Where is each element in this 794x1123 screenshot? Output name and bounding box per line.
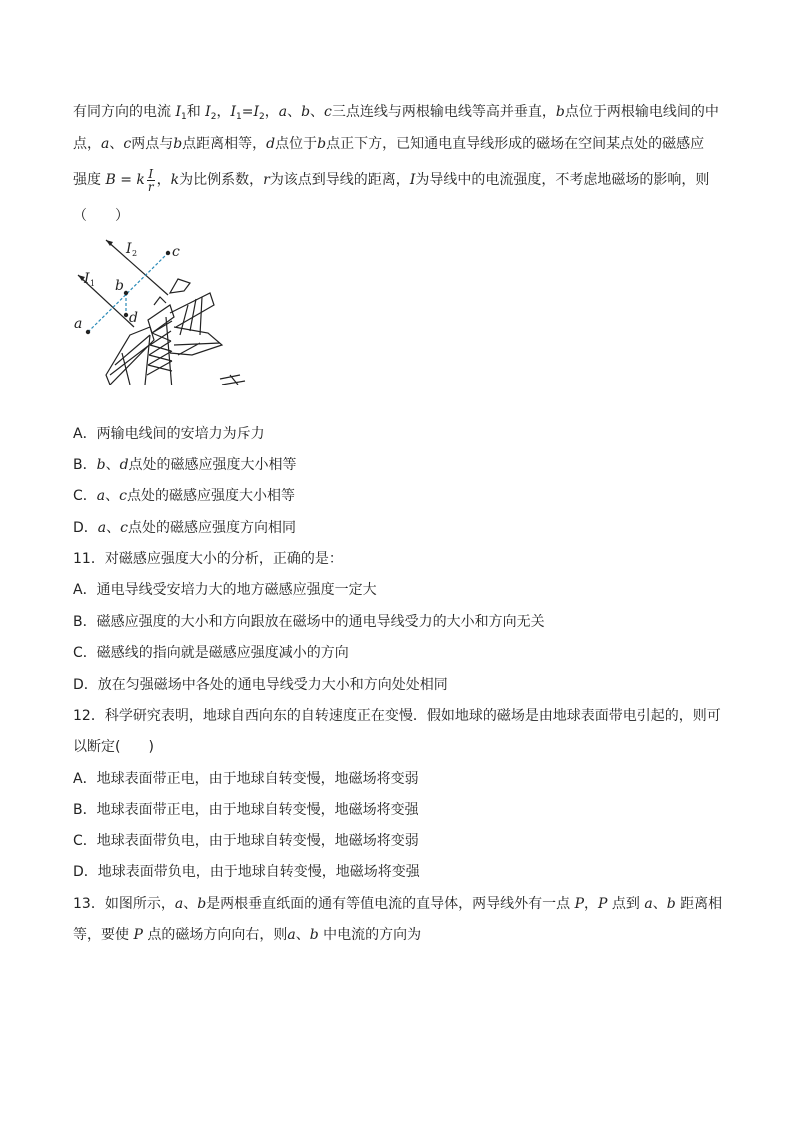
q11-option-b: B．磁感应强度的大小和方向跟放在磁场中的通电导线受力的大小和方向无关: [73, 614, 545, 630]
q10-line-1: 有同方向的电流 $I_1$和 $I_2$，$I_1=I_2$，a、b、c三点连线与两根输电线等高并垂直，b点位于两根输电线间的中: [73, 104, 719, 122]
q12-option-b: B．地球表面带正电，由于地球自转变慢，地磁场将变强: [73, 802, 419, 818]
label-b: b: [115, 278, 124, 294]
q10-line-2: 点，a、c两点与b点距离相等，d点位于b点正下方，已知通电直导线形成的磁场在空间某点处的磁感应: [73, 136, 705, 152]
power-line-figure: [70, 235, 250, 385]
label-a: a: [74, 316, 83, 332]
formula-fraction: $\frac{I}{r}$: [147, 166, 154, 194]
q10-option-d: D．a、c点处的磁感应强度方向相同: [73, 520, 296, 536]
label-i1: I: [84, 271, 90, 287]
q12-option-a: A．地球表面带正电，由于地球自转变慢，地磁场将变弱: [73, 771, 419, 787]
q10-option-a: A．两输电线间的安培力为斥力: [73, 426, 265, 442]
point-b: [124, 291, 128, 295]
q12-stem-line-2: 以断定( ): [73, 739, 154, 755]
q12-option-c: C．地球表面带负电，由于地球自转变慢，地磁场将变弱: [73, 833, 419, 849]
q11-stem: 11．对磁感应强度大小的分析，正确的是：: [73, 551, 343, 567]
q10-option-b: B．b、d点处的磁感应强度大小相等: [73, 457, 297, 473]
point-a: [86, 330, 90, 334]
q11-option-c: C．磁感线的指向就是磁感应强度减小的方向: [73, 645, 349, 661]
q13-stem-line-2: 等，要使 P 点的磁场方向向右，则a、b 中电流的方向为: [73, 927, 422, 943]
q11-option-d: D．放在匀强磁场中各处的通电导线受力大小和方向处处相同: [73, 677, 448, 693]
label-c: c: [172, 244, 180, 260]
q11-option-a: A．通电导线受安培力大的地方磁感应强度一定大: [73, 582, 377, 598]
q12-option-d: D．地球表面带负电，由于地球自转变慢，地磁场将变强: [73, 864, 420, 880]
label-d: d: [129, 310, 138, 326]
point-d: [124, 313, 128, 317]
point-c: [166, 251, 170, 255]
label-i2: I: [126, 241, 132, 257]
q10-option-c: C．a、c点处的磁感应强度大小相等: [73, 488, 295, 504]
q10-answer-paren: （ ）: [73, 208, 129, 224]
label-i2-sub: 2: [132, 249, 138, 258]
label-i1-sub: 1: [90, 279, 96, 288]
q12-stem-line-1: 12．科学研究表明，地球自西向东的自转速度正在变慢．假如地球的磁场是由地球表面带电引起的，则可: [73, 708, 721, 724]
q13-stem-line-1: 13．如图所示，a、b是两根垂直纸面的通有等值电流的直导体，两导线外有一点 P，P 点到 a、b 距离相: [73, 896, 723, 912]
q10-line-3: 强度 B = k $\frac{I}{r}$ ，k为比例系数，r为该点到导线的距离，I为导线中的电流强度，不考虑地磁场的影响，则: [73, 166, 710, 194]
